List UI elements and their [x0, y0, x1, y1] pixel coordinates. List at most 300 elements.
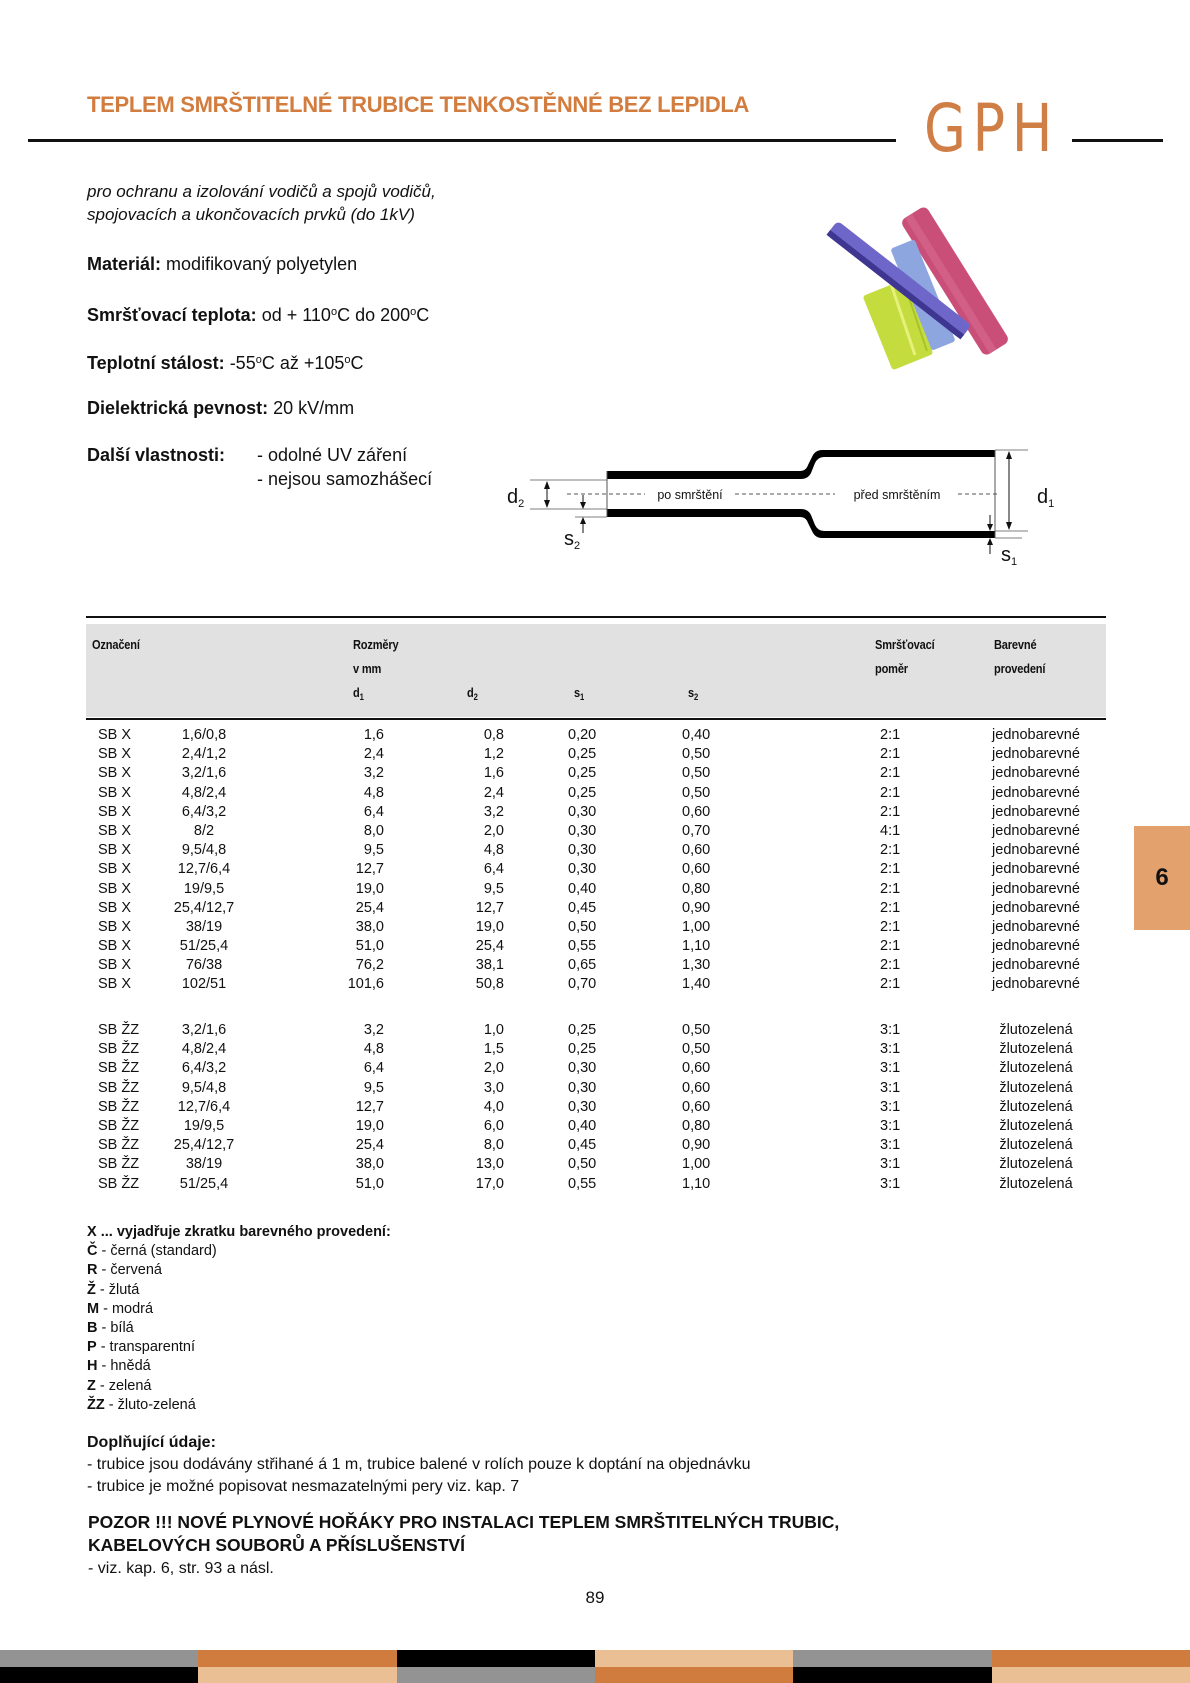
- cell-code: 1,6/0,8: [181, 727, 227, 743]
- property-value: [262, 305, 430, 325]
- table-row: [86, 841, 1106, 860]
- cell-s1: 0,45: [568, 899, 597, 916]
- table-row: [86, 745, 1106, 764]
- cell-ratio: 2:1: [880, 899, 901, 916]
- cell-color: jednobarevné: [992, 957, 1080, 974]
- property-label: Další vlastnosti:: [87, 445, 226, 465]
- chapter-tab[interactable]: 6: [1134, 826, 1190, 930]
- cell-d1: 2,4: [363, 746, 384, 763]
- cell-color: žlutozelená: [999, 1117, 1073, 1134]
- cell-s1: 0,30: [568, 1098, 597, 1115]
- property-label: Smršťovací teplota:: [87, 305, 257, 325]
- cell-ratio: 2:1: [880, 746, 901, 763]
- legend-text: - žluto-zelená: [104, 1396, 196, 1413]
- legend-item: [87, 1338, 391, 1357]
- table-row: [86, 784, 1106, 803]
- cell-code: 76/38: [185, 957, 223, 974]
- cell-color: žlutozelená: [999, 1175, 1073, 1192]
- table-row: [86, 1117, 1106, 1136]
- table-row: [86, 1155, 1106, 1174]
- additional-info-line: - trubice jsou dodávány střihané á 1 m, trubice balené v rolích pouze k doptání na objednávku: [87, 1456, 751, 1473]
- property-value: modifikovaný polyetylen: [166, 254, 358, 274]
- cell-d1: 51,0: [355, 1175, 384, 1192]
- cell-code: 6,4/3,2: [181, 1060, 227, 1077]
- cell-s2: 0,60: [682, 842, 711, 859]
- degree-mark: o: [255, 354, 262, 366]
- cell-s2: 1,40: [682, 976, 711, 993]
- cell-d2: 1,5: [483, 1041, 504, 1058]
- cell-prefix: SB X: [98, 727, 132, 743]
- cell-code: 3,2/1,6: [181, 765, 227, 782]
- legend-item: [87, 1377, 391, 1396]
- intro-text: [87, 180, 436, 226]
- table-row: [86, 937, 1106, 956]
- value-part: -55: [229, 353, 256, 373]
- cell-s2: 0,50: [682, 1041, 711, 1058]
- table-header-rule: [86, 718, 1106, 720]
- cell-s1: 0,25: [568, 765, 597, 782]
- cell-s1: 0,40: [568, 1117, 597, 1134]
- intro-line-1: pro ochranu a izolování vodičů a spojů vodičů,: [87, 182, 436, 201]
- cell-prefix: SB X: [98, 880, 132, 897]
- cell-ratio: 2:1: [880, 880, 901, 897]
- after-shrink-label: po smrštění: [657, 488, 723, 502]
- cell-color: jednobarevné: [992, 976, 1080, 993]
- cell-color: žlutozelená: [999, 1041, 1073, 1058]
- footer-color-stripes: [0, 1650, 1190, 1683]
- cell-prefix: SB ŽZ: [98, 1022, 140, 1038]
- cell-s1: 0,65: [568, 957, 597, 974]
- cell-d1: 6,4: [363, 803, 384, 820]
- property-value: [230, 353, 364, 373]
- table-row: [86, 1021, 1106, 1040]
- cell-d2: 1,0: [483, 1022, 504, 1038]
- legend-text: - žlutá: [95, 1281, 140, 1298]
- property-label: Dielektrická pevnost:: [87, 398, 269, 418]
- table-top-rule: [86, 616, 1106, 618]
- s1-label: $s_1$: [1001, 544, 1018, 568]
- cell-d2: 2,0: [483, 1060, 504, 1077]
- cell-s2: 0,50: [682, 1022, 711, 1038]
- cell-d1: 9,5: [363, 842, 384, 859]
- cell-d1: 76,2: [355, 957, 384, 974]
- header-color: Barevné: [994, 637, 1037, 652]
- cell-d2: 17,0: [475, 1175, 504, 1192]
- cell-color: žlutozelená: [999, 1079, 1073, 1096]
- cell-prefix: SB X: [98, 842, 132, 859]
- cell-s2: 0,60: [682, 861, 711, 878]
- cell-d1: 101,6: [347, 976, 384, 993]
- cell-d2: 3,0: [483, 1079, 504, 1096]
- cell-ratio: 3:1: [880, 1041, 901, 1058]
- cell-d1: 19,0: [355, 1117, 384, 1134]
- cell-ratio: 2:1: [880, 842, 901, 859]
- cell-code: 6,4/3,2: [181, 803, 227, 820]
- table-row: [86, 764, 1106, 783]
- cell-d1: 25,4: [355, 1137, 384, 1154]
- stripe-segment: [397, 1650, 595, 1667]
- cell-s2: 0,60: [682, 1060, 711, 1077]
- cell-d1: 1,6: [363, 727, 384, 743]
- d2-label: $d_2$: [507, 486, 525, 510]
- cell-color: jednobarevné: [992, 880, 1080, 897]
- cell-color: jednobarevné: [992, 822, 1080, 839]
- product-photo: [840, 205, 1060, 385]
- cell-code: 4,8/2,4: [181, 784, 227, 801]
- cell-s2: 0,40: [682, 727, 711, 743]
- before-shrink-label: před smrštěním: [853, 488, 941, 502]
- cell-code: 3,2/1,6: [181, 1022, 227, 1038]
- cell-d2: 19,0: [475, 918, 504, 935]
- cell-d1: 51,0: [355, 938, 384, 955]
- tube-wall-bottom: [607, 509, 995, 538]
- cell-color: jednobarevné: [992, 803, 1080, 820]
- property-label: Teplotní stálost:: [87, 353, 225, 373]
- cell-ratio: 3:1: [880, 1098, 901, 1115]
- cell-prefix: SB ŽZ: [98, 1137, 140, 1154]
- stripe-segment: [992, 1667, 1190, 1683]
- cell-code: 25,4/12,7: [173, 899, 235, 916]
- legend-text: - zelená: [95, 1377, 152, 1394]
- cell-ratio: 2:1: [880, 976, 901, 993]
- property-values: [257, 443, 432, 491]
- stripe-row-bottom: [0, 1667, 1190, 1683]
- header-shrink-ratio: Smršťovací: [875, 637, 935, 652]
- table-row: [86, 860, 1106, 879]
- cell-code: 8/2: [193, 822, 215, 839]
- page-number: 89: [585, 1588, 605, 1607]
- cell-d2: 3,2: [483, 803, 504, 820]
- cell-prefix: SB X: [98, 784, 132, 801]
- table-row: [86, 726, 1106, 745]
- cell-s2: 1,10: [682, 1175, 711, 1192]
- legend-item: [87, 1261, 391, 1280]
- cell-d2: 4,8: [483, 842, 504, 859]
- cell-d1: 4,8: [363, 784, 384, 801]
- warning-reference: - viz. kap. 6, str. 93 a násl.: [88, 1560, 274, 1577]
- degree-mark: o: [330, 306, 338, 318]
- cell-s1: 0,40: [568, 880, 597, 897]
- cell-color: žlutozelená: [999, 1156, 1073, 1173]
- warning-line: POZOR !!! NOVÉ PLYNOVÉ HOŘÁKY PRO INSTALACI TEPLEM SMRŠTITELNÝCH TRUBIC,: [88, 1512, 840, 1532]
- cell-color: jednobarevné: [992, 918, 1080, 935]
- table-row: [86, 822, 1106, 841]
- cell-ratio: 2:1: [880, 861, 901, 878]
- header-s1: $s_1$: [574, 685, 585, 702]
- cell-code: 19/9,5: [183, 1117, 225, 1134]
- header-designation: Označení: [92, 637, 140, 652]
- cell-s1: 0,30: [568, 1060, 597, 1077]
- legend-text: - bílá: [97, 1320, 134, 1337]
- cell-prefix: SB ŽZ: [98, 1060, 140, 1077]
- cell-ratio: 4:1: [880, 822, 901, 839]
- cell-s1: 0,25: [568, 1041, 597, 1058]
- cell-ratio: 2:1: [880, 765, 901, 782]
- tube-wall-top: [607, 450, 995, 479]
- property-value: - odolné UV záření: [257, 445, 408, 465]
- cell-s1: 0,50: [568, 918, 597, 935]
- legend-key: ŽZ: [87, 1396, 105, 1413]
- degree-mark: o: [410, 306, 417, 318]
- cell-s2: 0,80: [682, 880, 711, 897]
- cell-color: jednobarevné: [992, 765, 1080, 782]
- table-group-single-color: [86, 726, 1106, 995]
- cell-ratio: 2:1: [880, 803, 901, 820]
- cell-d1: 19,0: [355, 880, 384, 897]
- intro-line-2: spojovacích a ukončovacích prvků (do 1kV): [87, 205, 415, 224]
- legend-item: [87, 1300, 391, 1319]
- cell-s1: 0,45: [568, 1137, 597, 1154]
- header-dimensions-unit: v mm: [353, 661, 382, 676]
- table-row: [86, 918, 1106, 937]
- cell-s2: 1,00: [682, 918, 711, 935]
- cell-code: 19/9,5: [183, 880, 225, 897]
- legend-heading: X ... vyjadřuje zkratku barevného provedení:: [87, 1224, 391, 1240]
- stripe-segment: [793, 1650, 991, 1667]
- cell-d2: 4,0: [483, 1098, 504, 1115]
- table-header: [86, 624, 1106, 717]
- value-part: C: [416, 305, 430, 325]
- cell-d2: 6,4: [483, 861, 504, 878]
- cell-d2: 12,7: [475, 899, 504, 916]
- cell-d2: 2,0: [483, 822, 504, 839]
- cell-d2: 1,2: [483, 746, 504, 763]
- cell-ratio: 2:1: [880, 918, 901, 935]
- cell-d1: 9,5: [363, 1079, 384, 1096]
- cell-code: 2,4/1,2: [181, 746, 227, 763]
- cell-color: jednobarevné: [992, 842, 1080, 859]
- cell-s2: 0,60: [682, 1079, 711, 1096]
- legend-item: [87, 1396, 391, 1415]
- legend-text: - červená: [97, 1262, 162, 1279]
- cell-s1: 0,55: [568, 1175, 597, 1192]
- stripe-segment: [793, 1667, 991, 1683]
- cell-prefix: SB ŽZ: [98, 1175, 140, 1192]
- legend-item: [87, 1281, 391, 1300]
- additional-info-heading: Doplňující údaje:: [87, 1434, 216, 1451]
- cell-ratio: 2:1: [880, 727, 901, 743]
- cell-code: 9,5/4,8: [181, 842, 227, 859]
- cell-s2: 0,50: [682, 784, 711, 801]
- legend-item: [87, 1319, 391, 1338]
- cell-s2: 0,50: [682, 746, 711, 763]
- table-row: [86, 880, 1106, 899]
- cell-d1: 8,0: [363, 822, 384, 839]
- cell-d1: 12,7: [355, 861, 384, 878]
- table-row: [86, 803, 1106, 822]
- cell-prefix: SB X: [98, 746, 132, 763]
- cell-d1: 3,2: [363, 1022, 384, 1038]
- d1-label: $d_1$: [1037, 486, 1055, 510]
- cell-code: 102/51: [181, 976, 227, 993]
- cell-s1: 0,50: [568, 1156, 597, 1173]
- cell-s2: 1,30: [682, 957, 711, 974]
- value-part: C až +105: [261, 353, 345, 373]
- cell-code: 38/19: [185, 1156, 223, 1173]
- cell-s2: 0,90: [682, 1137, 711, 1154]
- cell-d1: 12,7: [355, 1098, 384, 1115]
- cell-color: jednobarevné: [992, 861, 1080, 878]
- value-part: C do 200: [337, 305, 411, 325]
- cell-prefix: SB X: [98, 918, 132, 935]
- cell-color: jednobarevné: [992, 784, 1080, 801]
- legend-text: - transparentní: [96, 1339, 195, 1356]
- cell-ratio: 3:1: [880, 1060, 901, 1077]
- cell-d2: 38,1: [475, 957, 504, 974]
- cell-ratio: 3:1: [880, 1156, 901, 1173]
- warning-notice: [88, 1511, 839, 1557]
- cell-prefix: SB X: [98, 938, 132, 955]
- header-d2: $d_2$: [467, 685, 478, 702]
- cell-color: žlutozelená: [999, 1060, 1073, 1077]
- header-dimensions: Rozměry: [353, 637, 399, 652]
- dimension-diagram: [507, 445, 1060, 570]
- cell-d2: 2,4: [483, 784, 504, 801]
- property-material: [87, 252, 357, 276]
- cell-code: 51/25,4: [179, 938, 229, 955]
- cell-prefix: SB X: [98, 822, 132, 839]
- table-row: [86, 956, 1106, 975]
- legend-key: Ž: [87, 1281, 96, 1298]
- s2-label: $s_2$: [564, 528, 581, 552]
- legend-items: [87, 1242, 391, 1415]
- table-row: [86, 899, 1106, 918]
- cell-d2: 25,4: [475, 938, 504, 955]
- cell-color: jednobarevné: [992, 938, 1080, 955]
- cell-d1: 38,0: [355, 1156, 384, 1173]
- page-title: TEPLEM SMRŠTITELNÉ TRUBICE TENKOSTĚNNÉ BEZ LEPIDLA: [87, 92, 750, 117]
- table-row: [86, 1059, 1106, 1078]
- cell-s1: 0,30: [568, 842, 597, 859]
- cell-color: jednobarevné: [992, 727, 1080, 743]
- value-part: C: [350, 353, 364, 373]
- header-rule-right: [1072, 139, 1163, 142]
- cell-s1: 0,30: [568, 803, 597, 820]
- cell-ratio: 3:1: [880, 1022, 901, 1038]
- cell-color: žlutozelená: [999, 1137, 1073, 1154]
- property-value: - nejsou samozhášecí: [257, 469, 433, 489]
- cell-d1: 25,4: [355, 899, 384, 916]
- legend-key: R: [87, 1262, 98, 1279]
- cell-ratio: 3:1: [880, 1117, 901, 1134]
- cell-s2: 0,60: [682, 803, 711, 820]
- warning-line: KABELOVÝCH SOUBORŮ A PŘÍSLUŠENSTVÍ: [88, 1535, 465, 1555]
- cell-code: 51/25,4: [179, 1175, 229, 1192]
- legend-item: [87, 1242, 391, 1261]
- legend-key: H: [87, 1358, 98, 1375]
- cell-ratio: 2:1: [880, 938, 901, 955]
- cell-prefix: SB X: [98, 976, 132, 993]
- cell-prefix: SB X: [98, 899, 132, 916]
- header-s2: $s_2$: [688, 685, 699, 702]
- table-row: [86, 1079, 1106, 1098]
- cell-d2: 6,0: [483, 1117, 504, 1134]
- cell-d1: 3,2: [363, 765, 384, 782]
- stripe-row-top: [0, 1650, 1190, 1667]
- cell-color: jednobarevné: [992, 746, 1080, 763]
- cell-prefix: SB ŽZ: [98, 1117, 140, 1134]
- cell-s1: 0,25: [568, 746, 597, 763]
- cell-s1: 0,20: [568, 727, 597, 743]
- header-rule-left: [28, 139, 896, 142]
- cell-code: 9,5/4,8: [181, 1079, 227, 1096]
- cell-code: 12,7/6,4: [177, 861, 231, 878]
- cell-color: žlutozelená: [999, 1022, 1073, 1038]
- legend-key: P: [87, 1339, 97, 1356]
- property-value: 20 kV/mm: [273, 398, 355, 418]
- table-group-yellow-green: [86, 1021, 1106, 1194]
- cell-s1: 0,25: [568, 1022, 597, 1038]
- cell-prefix: SB ŽZ: [98, 1041, 140, 1058]
- cell-s1: 0,30: [568, 822, 597, 839]
- stripe-segment: [992, 1650, 1190, 1667]
- table-row: [86, 1040, 1106, 1059]
- property-label: Materiál:: [87, 254, 162, 274]
- table-row: [86, 1175, 1106, 1194]
- legend-key: Z: [87, 1377, 96, 1394]
- legend-key: B: [87, 1320, 98, 1337]
- additional-info-line: - trubice je možné popisovat nesmazatelnými pery viz. kap. 7: [87, 1478, 520, 1495]
- cell-s2: 0,60: [682, 1098, 711, 1115]
- legend-item: [87, 1357, 391, 1376]
- legend-key: Č: [87, 1243, 98, 1260]
- cell-s1: 0,70: [568, 976, 597, 993]
- cell-d1: 38,0: [355, 918, 384, 935]
- cell-prefix: SB X: [98, 957, 132, 974]
- table-row: [86, 1136, 1106, 1155]
- cell-code: 4,8/2,4: [181, 1041, 227, 1058]
- stripe-segment: [595, 1650, 793, 1667]
- property-shrink-temp: [87, 300, 429, 327]
- cell-s2: 0,50: [682, 765, 711, 782]
- stripe-segment: [198, 1667, 396, 1683]
- cell-s1: 0,30: [568, 1079, 597, 1096]
- cell-d2: 50,8: [475, 976, 504, 993]
- legend-text: - hnědá: [97, 1358, 151, 1375]
- legend-text: - modrá: [99, 1300, 154, 1317]
- header-d1: $d_1$: [353, 685, 364, 702]
- cell-ratio: 2:1: [880, 957, 901, 974]
- cell-color: jednobarevné: [992, 899, 1080, 916]
- cell-ratio: 3:1: [880, 1079, 901, 1096]
- table-row: [86, 1098, 1106, 1117]
- cell-s2: 1,00: [682, 1156, 711, 1173]
- cell-code: 38/19: [185, 918, 223, 935]
- cell-d2: 0,8: [483, 727, 504, 743]
- cell-code: 12,7/6,4: [177, 1098, 231, 1115]
- legend-key: M: [87, 1300, 100, 1317]
- cell-s2: 0,70: [682, 822, 711, 839]
- cell-prefix: SB ŽZ: [98, 1098, 140, 1115]
- stripe-segment: [595, 1667, 793, 1683]
- value-part: od + 110: [261, 305, 331, 325]
- cell-d2: 1,6: [483, 765, 504, 782]
- cell-s2: 0,80: [682, 1117, 711, 1134]
- cell-prefix: SB X: [98, 765, 132, 782]
- cell-prefix: SB X: [98, 803, 132, 820]
- stripe-segment: [397, 1667, 595, 1683]
- additional-info: [87, 1432, 751, 1498]
- header-color-2: provedení: [994, 661, 1046, 676]
- cell-s2: 1,10: [682, 938, 711, 955]
- header-shrink-ratio-2: poměr: [875, 661, 908, 676]
- cell-prefix: SB ŽZ: [98, 1156, 140, 1173]
- cell-d1: 4,8: [363, 1041, 384, 1058]
- cell-ratio: 2:1: [880, 784, 901, 801]
- cell-d1: 6,4: [363, 1060, 384, 1077]
- cell-code: 25,4/12,7: [173, 1137, 235, 1154]
- cell-s1: 0,30: [568, 861, 597, 878]
